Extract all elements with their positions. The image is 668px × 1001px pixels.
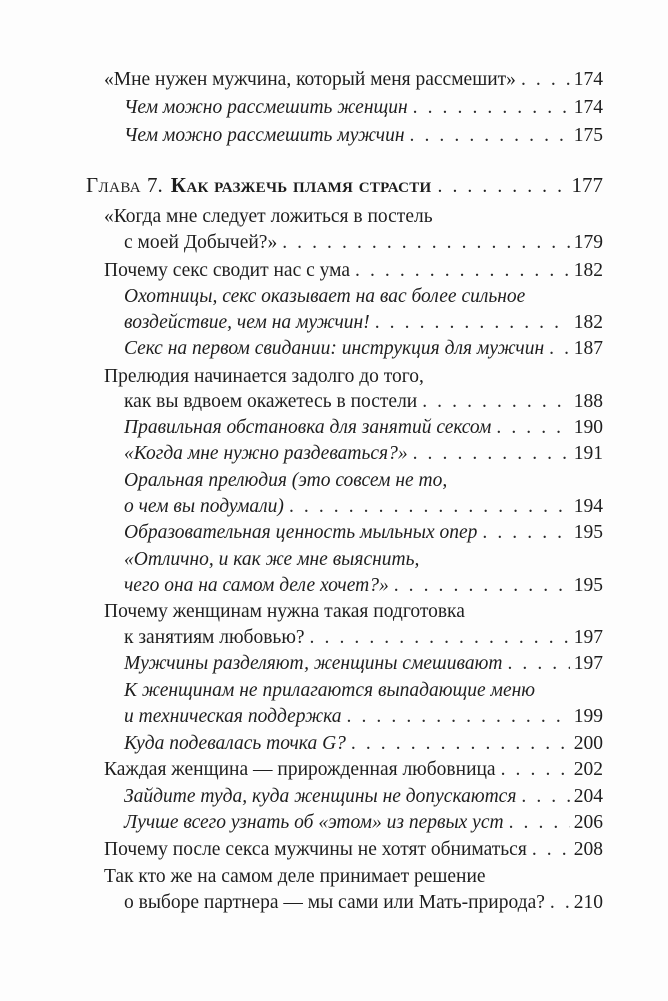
toc-entry <box>104 756 603 784</box>
toc-entry-page: 206 <box>573 812 603 833</box>
toc-entry <box>124 229 603 257</box>
toc-entry-title: Почему после секса мужчины не хотят обниматься <box>104 839 527 860</box>
leader-dots <box>413 94 570 122</box>
toc-subentry <box>124 572 603 600</box>
toc-entry-page: 190 <box>573 417 603 438</box>
toc-entry-page: 195 <box>573 575 603 596</box>
toc-entry-page: 191 <box>573 443 603 464</box>
toc-subentry <box>124 122 603 150</box>
toc-entry-page: 175 <box>573 125 603 146</box>
leader-dots <box>532 836 570 864</box>
toc-subentry <box>124 335 603 363</box>
leader-dots <box>410 122 570 150</box>
toc-entry-title-line2: к занятиям любовью? <box>124 627 305 648</box>
toc-entry-page: 174 <box>573 69 603 90</box>
toc-subentry <box>124 440 603 468</box>
toc-entry-title: Образовательная ценность мыльных опер <box>124 522 478 543</box>
toc-entry-title: «Мне нужен мужчина, который меня рассмешит» <box>104 69 516 90</box>
leader-dots <box>422 388 570 416</box>
toc-entry-page: 182 <box>573 260 603 281</box>
toc-entry-page: 202 <box>573 759 603 780</box>
toc-entry <box>124 889 603 917</box>
toc-subentry <box>124 309 603 337</box>
leader-dots <box>507 650 569 678</box>
toc-subentry <box>124 783 603 811</box>
leader-dots <box>550 889 570 917</box>
leader-dots <box>394 572 570 600</box>
toc-entry-page: 179 <box>573 232 603 253</box>
toc-entry-title-line2: воздействие, чем на мужчин! <box>124 312 370 333</box>
toc-subentry <box>124 519 603 547</box>
toc-entry-title: Зайдите туда, куда женщины не допускаются <box>124 786 517 807</box>
toc-subentry <box>124 414 603 442</box>
toc-entry-page: 210 <box>573 892 603 913</box>
toc-subentry-title-line1: Оральная прелюдия (это совсем не то, <box>124 470 448 491</box>
toc-entry-title: «Когда мне нужно раздеваться?» <box>124 443 408 464</box>
toc-entry-page: 208 <box>573 839 603 860</box>
toc-entry-title-line2: как вы вдвоем окажетесь в постели <box>124 391 418 412</box>
chapter-heading <box>86 170 603 200</box>
toc-entry-title-line1: Прелюдия начинается задолго до того, <box>104 366 424 387</box>
chapter-label: Глава <box>86 173 142 197</box>
toc-entry-page: 204 <box>573 786 603 807</box>
leader-dots <box>521 66 570 94</box>
toc-entry-title: Чем можно рассмешить мужчин <box>124 125 405 146</box>
toc-subentry <box>124 809 603 837</box>
toc-entry-title: Правильная обстановка для занятий сексом <box>124 417 492 438</box>
toc-entry-title-line1: «Когда мне следует ложиться в постель <box>104 206 433 227</box>
toc-entry-page: 194 <box>573 496 603 517</box>
toc-entry-page: 200 <box>573 733 603 754</box>
chapter-page: 177 <box>571 173 603 197</box>
toc-entry-page: 195 <box>573 522 603 543</box>
toc-entry-title: Секс на первом свидании: инструкция для мужчин <box>124 338 545 359</box>
leader-dots <box>496 414 569 442</box>
leader-dots <box>438 172 568 202</box>
toc-entry-title: Куда подевалась точка G? <box>124 733 346 754</box>
toc-subentry-title-line1: Охотницы, секс оказывает на вас более сильное <box>124 286 526 307</box>
toc-entry <box>124 624 603 652</box>
toc-entry-title-line1: Так кто же на самом деле принимает решение <box>104 866 486 887</box>
toc-subentry <box>124 94 603 122</box>
leader-dots <box>549 335 570 363</box>
toc-entry-title: Лучше всего узнать об «этом» из первых уст <box>124 812 504 833</box>
leader-dots <box>355 257 570 285</box>
toc-subentry <box>124 650 603 678</box>
toc-entry-page: 199 <box>573 706 603 727</box>
leader-dots <box>310 624 570 652</box>
toc-entry-page: 174 <box>573 97 603 118</box>
leader-dots <box>282 229 570 257</box>
toc-subentry-title-line1: К женщинам не прилагаются выпадающие меню <box>124 680 536 701</box>
toc-entry-title-line2: и техническая поддержка <box>124 706 342 727</box>
toc-entry-page: 182 <box>573 312 603 333</box>
toc-entry-title-line1: Почему женщинам нужна такая подготовка <box>104 601 465 622</box>
toc-entry-title: Мужчины разделяют, женщины смешивают <box>124 653 503 674</box>
toc-entry <box>124 388 603 416</box>
toc-subentry <box>124 703 603 731</box>
toc-subentry-title-line1: «Отлично, и как же мне выяснить, <box>124 549 420 570</box>
leader-dots <box>347 703 570 731</box>
chapter-title: Как разжечь пламя страсти <box>170 173 432 197</box>
leader-dots <box>289 493 570 521</box>
toc-entry-page: 197 <box>573 653 603 674</box>
toc-entry-title-line2: о выборе партнера — мы сами или Мать-природа? <box>124 892 545 913</box>
toc-entry-page: 188 <box>573 391 603 412</box>
toc-entry-page: 197 <box>573 627 603 648</box>
toc-entry-title-line2: с моей Добычей?» <box>124 232 278 253</box>
toc-entry-title: Каждая женщина — прирожденная любовница <box>104 759 496 780</box>
toc-entry <box>104 836 603 864</box>
leader-dots <box>501 756 570 784</box>
toc-subentry <box>124 730 603 758</box>
toc-entry-title-line2: о чем вы подумали) <box>124 496 284 517</box>
toc-entry-page: 187 <box>573 338 603 359</box>
leader-dots <box>482 519 569 547</box>
chapter-number: 7. <box>147 173 163 197</box>
leader-dots <box>375 309 570 337</box>
toc-entry-title: Почему секс сводит нас с ума <box>104 260 350 281</box>
leader-dots <box>521 783 569 811</box>
toc-entry <box>104 66 603 94</box>
toc-entry-title-line2: чего она на самом деле хочет?» <box>124 575 389 596</box>
toc-entry <box>104 257 603 285</box>
toc-subentry <box>124 493 603 521</box>
leader-dots <box>509 809 570 837</box>
leader-dots <box>413 440 570 468</box>
leader-dots <box>351 730 570 758</box>
toc-entry-title: Чем можно рассмешить женщин <box>124 97 408 118</box>
